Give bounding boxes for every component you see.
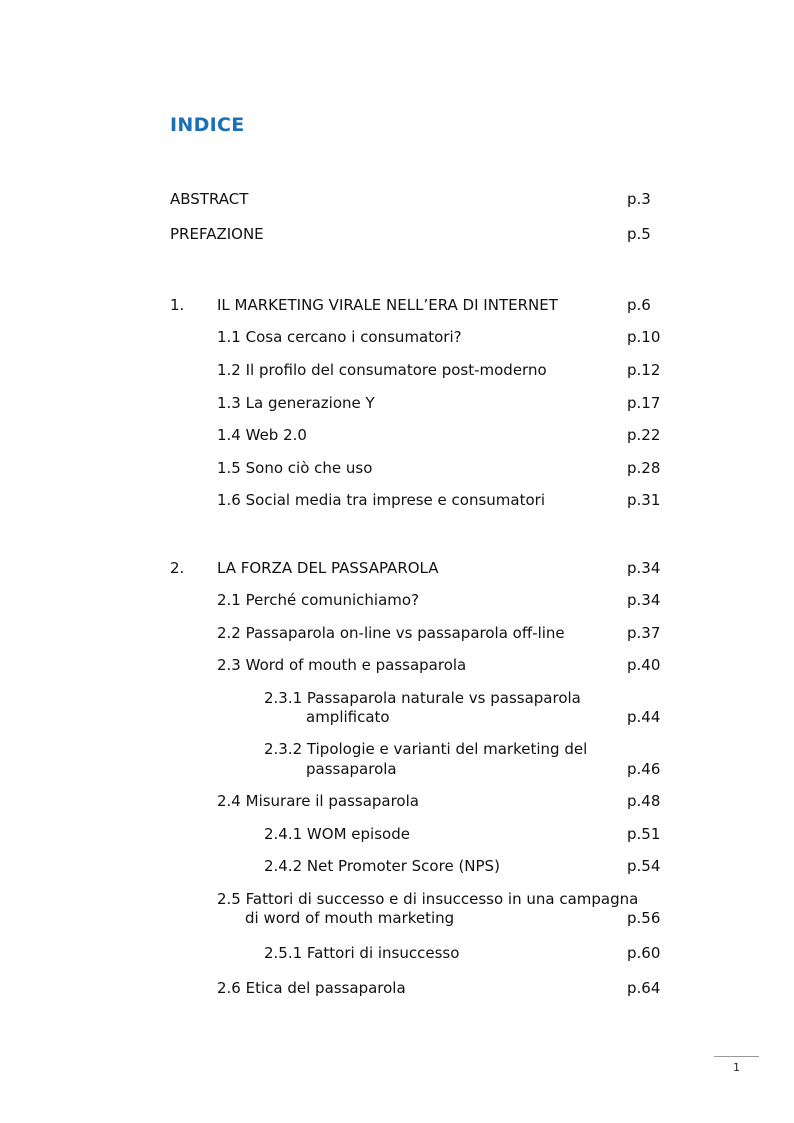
- toc-entry-1-1[interactable]: [0, 327, 794, 349]
- toc-entry-text: 2.5 Fattori di successo e di insuccesso in una campagna: [217, 890, 639, 908]
- toc-entry-page: p.34: [627, 559, 661, 577]
- toc-title: INDICE: [170, 114, 245, 136]
- toc-entry-page: p.64: [627, 979, 661, 997]
- toc-entry-text: 1.3 La generazione Y: [217, 394, 375, 412]
- toc-entry-text: 2.1 Perché comunichiamo?: [217, 591, 420, 609]
- toc-entry-2-3-1-cont[interactable]: [0, 707, 794, 729]
- toc-entry-page: p.40: [627, 656, 661, 674]
- toc-entry-2-6[interactable]: [0, 978, 794, 1000]
- toc-entry-2-4[interactable]: [0, 791, 794, 813]
- toc-entry-text: PREFAZIONE: [170, 225, 264, 243]
- toc-chapter-2[interactable]: [0, 558, 794, 580]
- toc-entry-page: p.12: [627, 361, 661, 379]
- toc-entry-2-3-2-cont[interactable]: [0, 759, 794, 781]
- toc-entry-1-3[interactable]: [0, 393, 794, 415]
- toc-entry-text: 1.2 Il profilo del consumatore post-moderno: [217, 361, 547, 379]
- toc-entry-page: p.10: [627, 328, 661, 346]
- toc-entry-page: p.34: [627, 591, 661, 609]
- toc-entry-text: 2.3 Word of mouth e passaparola: [217, 656, 467, 674]
- toc-entry-page: p.51: [627, 825, 661, 843]
- toc-entry-2-4-2[interactable]: [0, 856, 794, 878]
- toc-entry-page: p.37: [627, 624, 661, 642]
- toc-chapter-number: 1.: [170, 296, 185, 314]
- toc-entry-page: p.3: [627, 190, 651, 208]
- toc-entry-2-5-1[interactable]: [0, 943, 794, 965]
- toc-entry-text: 2.3.1 Passaparola naturale vs passaparola: [264, 689, 581, 707]
- toc-entry-page: p.28: [627, 459, 661, 477]
- page-number: 1: [733, 1061, 740, 1074]
- toc-entry-1-2[interactable]: [0, 360, 794, 382]
- toc-entry-prefazione[interactable]: [0, 224, 794, 246]
- toc-entry-page: p.17: [627, 394, 661, 412]
- toc-entry-1-6[interactable]: [0, 490, 794, 512]
- toc-entry-page: p.60: [627, 944, 661, 962]
- toc-entry-2-3[interactable]: [0, 655, 794, 677]
- toc-entry-text: 2.2 Passaparola on-line vs passaparola off-line: [217, 624, 565, 642]
- toc-entry-text-continuation: di word of mouth marketing: [245, 909, 455, 927]
- toc-entry-2-3-2[interactable]: [0, 739, 794, 761]
- toc-entry-abstract[interactable]: [0, 189, 794, 211]
- toc-entry-2-5-cont[interactable]: [0, 908, 794, 930]
- toc-entry-page: p.54: [627, 857, 661, 875]
- toc-entry-page: p.46: [627, 760, 661, 778]
- toc-entry-text-continuation: passaparola: [306, 760, 397, 778]
- toc-entry-page: p.6: [627, 296, 651, 314]
- toc-entry-page: p.56: [627, 909, 661, 927]
- toc-entry-text: 2.3.2 Tipologie e varianti del marketing del: [264, 740, 588, 758]
- toc-entry-text: 1.4 Web 2.0: [217, 426, 307, 444]
- toc-entry-text: ABSTRACT: [170, 190, 249, 208]
- toc-chapter-number: 2.: [170, 559, 185, 577]
- toc-entry-page: p.44: [627, 708, 661, 726]
- toc-entry-1-5[interactable]: [0, 458, 794, 480]
- toc-entry-text-continuation: amplificato: [306, 708, 390, 726]
- toc-entry-page: p.22: [627, 426, 661, 444]
- toc-entry-2-2[interactable]: [0, 623, 794, 645]
- toc-entry-text: 1.1 Cosa cercano i consumatori?: [217, 328, 462, 346]
- toc-chapter-1[interactable]: [0, 295, 794, 317]
- toc-entry-2-1[interactable]: [0, 590, 794, 612]
- toc-entry-1-4[interactable]: [0, 425, 794, 447]
- toc-entry-text: 2.4.1 WOM episode: [264, 825, 410, 843]
- toc-entry-text: LA FORZA DEL PASSAPAROLA: [217, 559, 439, 577]
- toc-entry-text: 2.6 Etica del passaparola: [217, 979, 406, 997]
- toc-entry-2-4-1[interactable]: [0, 824, 794, 846]
- toc-entry-page: p.5: [627, 225, 651, 243]
- footer-divider: [714, 1056, 759, 1057]
- toc-entry-text: 1.5 Sono ciò che uso: [217, 459, 373, 477]
- toc-entry-text: 2.5.1 Fattori di insuccesso: [264, 944, 460, 962]
- toc-entry-text: 2.4.2 Net Promoter Score (NPS): [264, 857, 500, 875]
- toc-entry-page: p.31: [627, 491, 661, 509]
- toc-entry-page: p.48: [627, 792, 661, 810]
- toc-entry-text: IL MARKETING VIRALE NELL’ERA DI INTERNET: [217, 296, 558, 314]
- toc-entry-text: 1.6 Social media tra imprese e consumatori: [217, 491, 545, 509]
- toc-entry-text: 2.4 Misurare il passaparola: [217, 792, 419, 810]
